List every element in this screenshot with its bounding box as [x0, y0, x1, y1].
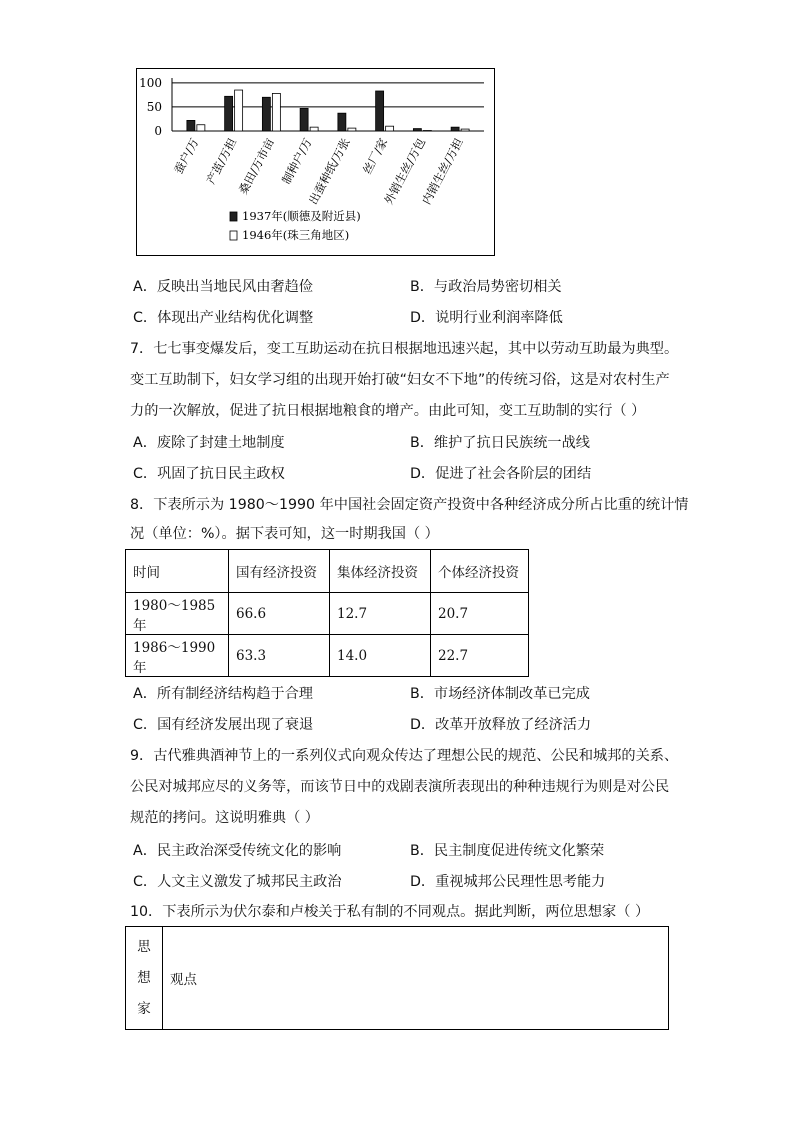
legend-swatch	[230, 212, 237, 221]
category-label: 出蚕种纸/万张	[305, 135, 353, 207]
table-cell: 20.7	[431, 593, 529, 635]
q9-stem-line3: 规范的拷问。这说明雅典（ ）	[130, 810, 319, 826]
q7-option-a[interactable]: A．废除了封建土地制度	[133, 435, 285, 451]
table-header: 时间	[126, 550, 229, 593]
table-header: 个体经济投资	[431, 550, 529, 593]
bar-1946	[272, 93, 280, 131]
silk-industry-bar-chart	[136, 68, 495, 256]
legend-label: 1946年(珠三角地区)	[242, 228, 350, 242]
legend-label: 1937年(顺德及附近县)	[242, 209, 361, 223]
q6-option-b[interactable]: B．与政治局势密切相关	[410, 279, 562, 295]
category-label: 产茧/万担	[203, 135, 240, 187]
category-label: 丝厂/家	[359, 135, 391, 177]
bar-1946	[235, 90, 243, 131]
table-header	[126, 927, 163, 1030]
bar-1946	[197, 125, 205, 131]
table-cell: 22.7	[431, 635, 529, 677]
q7-option-b[interactable]: B．维护了抗日民族统一战线	[410, 435, 590, 451]
q9-option-d[interactable]: D．重视城邦公民理性思考能力	[410, 874, 606, 890]
bar-1937	[300, 108, 308, 131]
bar-1937	[376, 91, 384, 131]
q10-table	[125, 926, 669, 1030]
q10-stem-line1: 10．下表所示为伏尔泰和卢梭关于私有制的不同观点。据此判断，两位思想家（ ）	[130, 904, 650, 920]
q8-stem-line2: 况（单位：%）。据下表可知，这一时期我国（ ）	[130, 526, 439, 542]
bar-1946	[310, 127, 318, 131]
q6-option-d[interactable]: D．说明行业利润率降低	[410, 310, 563, 326]
table-cell: 1980～1985 年	[126, 593, 229, 635]
q8-table	[125, 549, 529, 677]
q7-option-c[interactable]: C．巩固了抗日民主政权	[133, 466, 285, 482]
bar-1937	[225, 96, 233, 131]
bar-1937	[187, 120, 195, 131]
q9-stem-line2: 公民对城邦应尽的义务等，而该节日中的戏剧表演所表现出的种种违规行为则是对公民	[130, 779, 670, 795]
table-header: 观点	[163, 927, 669, 1030]
table-row	[126, 635, 529, 677]
q8-stem-line1: 8．下表所示为 1980～1990 年中国社会固定资产投资中各种经济成分所占比重的统计情	[130, 497, 689, 513]
table-header-char: 想	[137, 969, 151, 986]
table-header: 国有经济投资	[229, 550, 330, 593]
bar-1937	[338, 113, 346, 131]
q9-option-b[interactable]: B．民主制度促进传统文化繁荣	[410, 843, 605, 859]
q8-option-c[interactable]: C．国有经济发展出现了衰退	[133, 717, 314, 733]
q8-option-d[interactable]: D．改革开放释放了经济活力	[410, 717, 592, 733]
table-cell: 66.6	[229, 593, 330, 635]
q7-stem-line1: 7．七七事变爆发后，变工互助运动在抗日根据地迅速兴起，其中以劳动互助最为典型。	[130, 341, 679, 357]
bar-1946	[348, 128, 356, 131]
category-label: 制种户/万	[278, 135, 315, 187]
bar-1937	[262, 97, 270, 131]
q7-option-d[interactable]: D．促进了社会各阶层的团结	[410, 466, 592, 482]
q6-option-a[interactable]: A．反映出当地民风由奢趋俭	[133, 279, 313, 295]
q7-stem-line3: 力的一次解放，促进了抗日根据地粮食的增产。由此可知，变工互助制的实行（ ）	[130, 403, 646, 419]
table-header-row	[126, 550, 529, 593]
table-cell: 12.7	[330, 593, 431, 635]
q9-stem-line1: 9．古代雅典酒神节上的一系列仪式向观众传达了理想公民的规范、公民和城邦的关系、	[130, 748, 679, 764]
q9-option-a[interactable]: A．民主政治深受传统文化的影响	[133, 843, 342, 859]
q8-option-b[interactable]: B．市场经济体制改革已完成	[410, 686, 590, 702]
category-label: 内销生丝/万担	[419, 135, 466, 207]
q6-option-c[interactable]: C．体现出产业结构优化调整	[133, 310, 314, 326]
table-cell: 14.0	[330, 635, 431, 677]
bar-1937	[451, 127, 459, 131]
bar-1946	[386, 126, 394, 131]
y-tick-label: 0	[154, 124, 162, 138]
category-label: 桑田/万市亩	[235, 135, 278, 197]
q8-option-a[interactable]: A．所有制经济结构趋于合理	[133, 686, 313, 702]
y-tick-label: 50	[146, 99, 162, 114]
table-header-char: 思	[137, 938, 151, 955]
q9-option-c[interactable]: C．人文主义激发了城邦民主政治	[133, 874, 342, 890]
q7-stem-line2: 变工互助制下，妇女学习组的出现开始打破“妇女不下地”的传统习俗，这是对农村生产	[130, 372, 670, 388]
table-header-row	[126, 927, 669, 1030]
table-header-char: 家	[137, 1000, 151, 1017]
table-cell: 1986～1990 年	[126, 635, 229, 677]
table-cell: 63.3	[229, 635, 330, 677]
table-header: 集体经济投资	[330, 550, 431, 593]
bar-1937	[413, 129, 421, 131]
bar-1946	[461, 129, 469, 131]
y-tick-label: 100	[139, 75, 162, 90]
category-label: 蚕户/万	[171, 135, 202, 177]
table-row	[126, 593, 529, 635]
legend-swatch	[230, 231, 237, 240]
category-label: 外销生丝/万包	[381, 135, 429, 207]
